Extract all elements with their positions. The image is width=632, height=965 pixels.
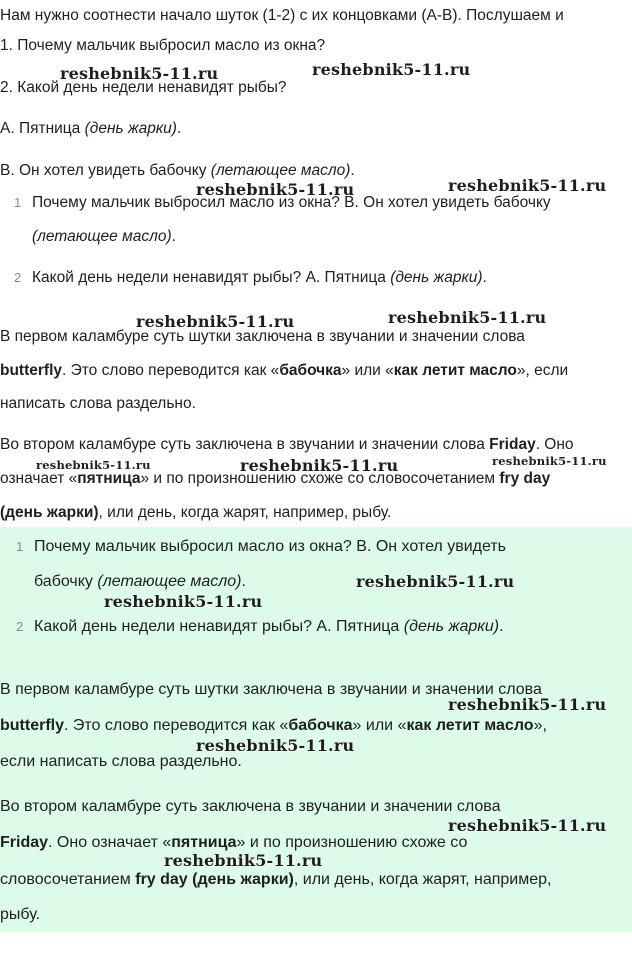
paragraph-line: Во втором каламбуре суть заключена в звучании и значении слова [0, 798, 501, 815]
list-item-continuation [32, 227, 176, 247]
text: означает « [0, 470, 78, 487]
list-item [16, 617, 504, 637]
list-number: 2 [16, 619, 24, 634]
list-number: 2 [14, 270, 22, 285]
list-item-text: Почему мальчик выбросил масло из окна? В. Он хотел увидеть [34, 538, 507, 555]
text: , или день, когда жарят, например, рыбу. [98, 504, 392, 521]
answer-a-text: А. Пятница [0, 120, 85, 137]
list-item-end: . [482, 269, 487, 286]
watermark: reshebnik5-11.ru [388, 308, 547, 327]
bold-term: бабочка [279, 362, 342, 379]
list-item-text: Какой день недели ненавидят рыбы? А. Пятница [34, 618, 404, 635]
text: . Это слово переводится как « [62, 362, 280, 379]
text: » и по произношению схоже со словосочетанием [140, 470, 500, 487]
paragraph-line [0, 833, 467, 853]
list-number: 1 [16, 539, 24, 554]
text: Во втором каламбуре суть заключена в звучании и значении слова [0, 436, 490, 453]
list-item [16, 537, 506, 557]
paragraph-line: В первом каламбуре суть шутки заключена в звучании и значении слова [0, 681, 542, 698]
watermark: reshebnik5-11.ru [356, 572, 515, 591]
paragraph-line [0, 361, 568, 381]
text: » и по произношению схоже со [236, 834, 468, 851]
answer-a [0, 119, 181, 139]
text: » или « [341, 362, 394, 379]
bold-term: Friday [0, 834, 49, 851]
list-item-text: Почему мальчик выбросил масло из окна? В. Он хотел увидеть бабочку [32, 194, 551, 211]
paragraph-line [0, 469, 550, 489]
list-item-text: бабочку [34, 573, 98, 590]
watermark: reshebnik5-11.ru [36, 458, 151, 472]
text: » или « [352, 717, 407, 734]
watermark: reshebnik5-11.ru [448, 816, 607, 835]
watermark: reshebnik5-11.ru [312, 60, 471, 79]
answer-a-end: . [176, 120, 182, 137]
bold-term: как летит масло [406, 717, 534, 734]
text: . Оно означает « [48, 834, 172, 851]
list-item-end: . [171, 228, 176, 245]
watermark: reshebnik5-11.ru [164, 851, 323, 870]
answer-b-end: . [350, 162, 355, 179]
paragraph-line: рыбу. [0, 906, 41, 923]
paragraph-line [0, 870, 551, 890]
bold-term: (день жарки) [0, 504, 99, 521]
list-number: 1 [14, 195, 22, 210]
list-item-italic: (день жарки) [403, 618, 500, 635]
answer-b [0, 161, 355, 181]
text: словосочетанием [0, 871, 136, 888]
list-item-italic: (летающее масло) [97, 573, 242, 590]
bold-term: butterfly [0, 717, 64, 734]
list-item-end: . [241, 573, 246, 590]
text: , или день, когда жарят, например, [293, 871, 552, 888]
intro-text: Нам нужно соотнести начало шуток (1-2) с их концовками (А-В). Послушаем и [0, 7, 564, 24]
bold-term: пятница [77, 470, 141, 487]
text: », [533, 717, 547, 734]
paragraph-line [0, 435, 574, 455]
bold-term: как летит масло [393, 362, 517, 379]
bold-term: Friday [489, 436, 536, 453]
watermark: reshebnik5-11.ru [492, 454, 607, 468]
bold-term: butterfly [0, 362, 62, 379]
list-item-continuation [34, 572, 246, 592]
list-item [14, 193, 551, 213]
bold-term: fry day [499, 470, 551, 487]
watermark: reshebnik5-11.ru [196, 180, 355, 199]
bold-term: бабочка [288, 717, 353, 734]
paragraph-line [0, 716, 547, 736]
question-2: 2. Какой день недели ненавидят рыбы? [0, 79, 287, 96]
watermark: reshebnik5-11.ru [104, 592, 263, 611]
answer-b-italic: (летающее масло) [210, 162, 351, 179]
text: . Это слово переводится как « [64, 717, 289, 734]
answer-a-italic: (день жарки) [84, 120, 177, 137]
watermark: reshebnik5-11.ru [448, 695, 607, 714]
list-item-italic: (летающее масло) [32, 228, 172, 245]
paragraph-line: В первом каламбуре суть шутки заключена в звучании и значении слова [0, 328, 525, 345]
list-item-text: Какой день недели ненавидят рыбы? А. Пятница [32, 269, 391, 286]
watermark: reshebnik5-11.ru [196, 736, 355, 755]
watermark: reshebnik5-11.ru [448, 176, 607, 195]
paragraph-line: написать слова раздельно. [0, 395, 196, 412]
bold-term: fry day (день жарки) [135, 871, 294, 888]
list-item [14, 268, 487, 288]
paragraph-line: если написать слова раздельно. [0, 753, 242, 770]
text: . Оно [535, 436, 574, 453]
watermark: reshebnik5-11.ru [60, 64, 219, 83]
list-item-end: . [499, 618, 504, 635]
paragraph-line [0, 503, 391, 523]
question-1: 1. Почему мальчик выбросил масло из окна? [0, 37, 326, 54]
text: », если [516, 362, 569, 379]
bold-term: пятница [171, 834, 237, 851]
answer-b-text: В. Он хотел увидеть бабочку [0, 162, 211, 179]
list-item-italic: (день жарки) [390, 269, 483, 286]
watermark: reshebnik5-11.ru [136, 312, 295, 331]
watermark: reshebnik5-11.ru [240, 456, 399, 475]
